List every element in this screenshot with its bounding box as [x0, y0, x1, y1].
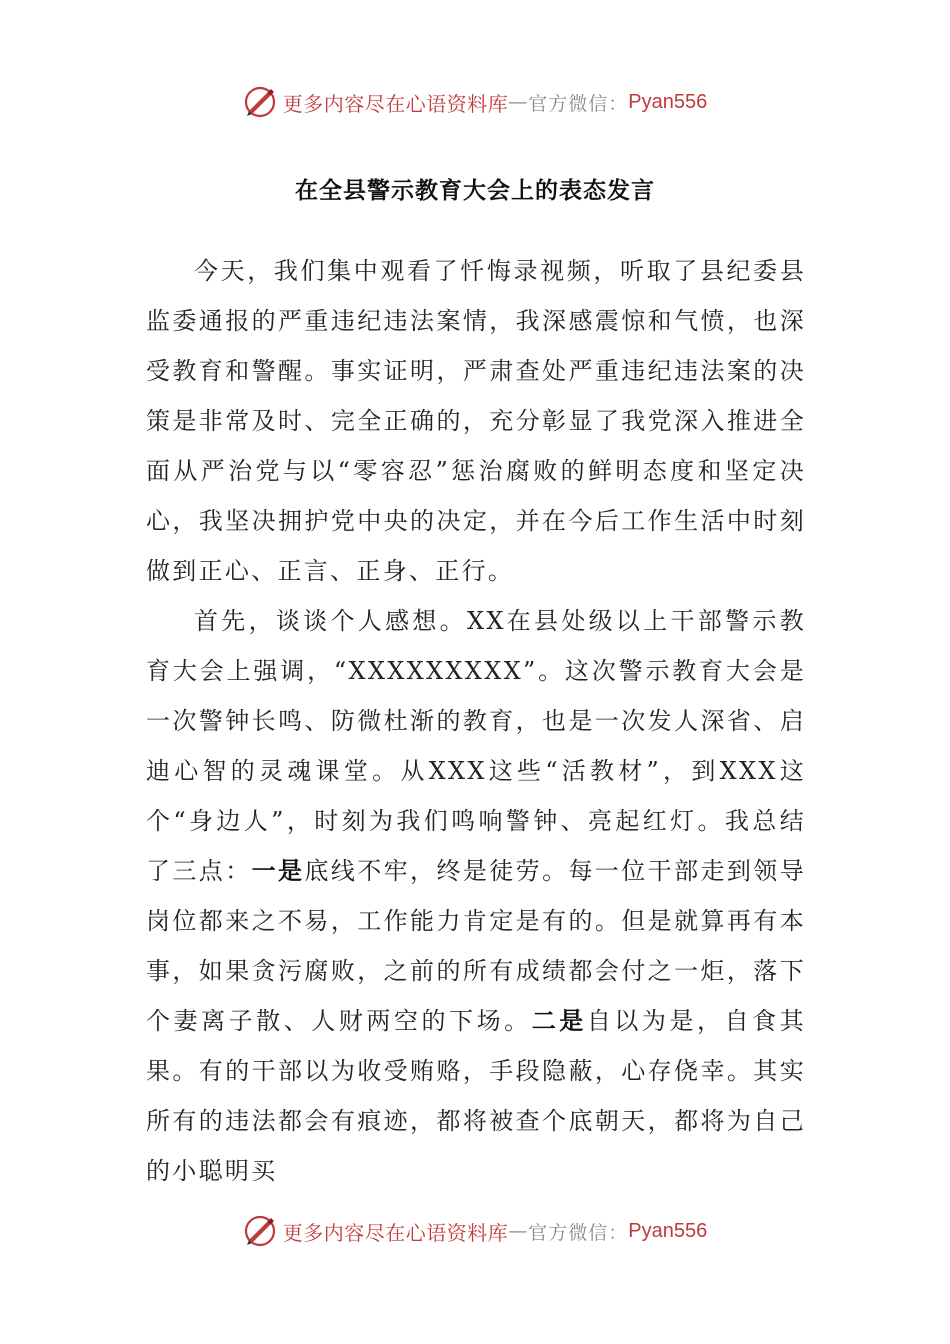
footer-banner	[0, 1211, 950, 1251]
banner-wechat-id: Pyan556	[628, 90, 708, 113]
point-2-label: 二是	[531, 1007, 587, 1035]
header-banner	[0, 82, 950, 122]
document-title: 在全县警示教育大会上的表态发言	[295, 178, 655, 204]
banner-contact-label: 官方微信：	[528, 1221, 629, 1244]
banner-contact-label: 官方微信：	[528, 92, 629, 115]
document-body	[146, 246, 806, 1196]
paragraph-2-intro: 首先，谈谈个人感想。XX在县处级以上干部警示教育大会上强调，“XXXXXXXXX”。这次警示教育大会是一次警钟长鸣、防微杜渐的教育，也是一次发人深省、启迪心智的灵魂课堂。从XXX这些“活教材”，到XXX这个“身边人”，时刻为我们鸣响警钟、亮起红灯。我总结了三点：	[146, 607, 806, 885]
banner-slogan: 更多内容尽在心语资料库	[282, 91, 509, 116]
point-2-text: 自以为是，自食其果。有的干部以为收受贿赂，手段隐蔽，心存侥幸。其实所有的违法都会有痕迹，都将被查个底朝天，都将为自己的小聪明买	[146, 1007, 806, 1185]
banner-slogan: 更多内容尽在心语资料库	[282, 1220, 509, 1245]
paragraph-2	[146, 596, 806, 1196]
banner-wechat-id: Pyan556	[628, 1219, 708, 1242]
paragraph-1: 今天，我们集中观看了忏悔录视频，听取了县纪委县监委通报的严重违纪违法案情，我深感震惊和气愤，也深受教育和警醒。事实证明，严肃查处严重违纪违法案的决策是非常及时、完全正确的，充分彰显了我党深入推进全面从严治党与以“零容忍”惩治腐败的鲜明态度和坚定决心，我坚决拥护党中央的决定，并在今后工作生活中时刻做到正心、正言、正身、正行。	[146, 257, 806, 585]
point-1-label: 一是	[251, 857, 305, 885]
pen-circle-logo-icon	[243, 1214, 277, 1248]
banner-dash: —	[508, 1220, 529, 1242]
point-1-text: 底线不牢，终是徒劳。每一位干部走到领导岗位都来之不易，工作能力肯定是有的。但是就算再有本事，如果贪污腐败，之前的所有成绩都会付之一炬，落下个妻离子散、人财两空的下场。	[146, 857, 806, 1035]
banner-dash: —	[508, 91, 529, 113]
pen-circle-logo-icon	[243, 85, 277, 119]
